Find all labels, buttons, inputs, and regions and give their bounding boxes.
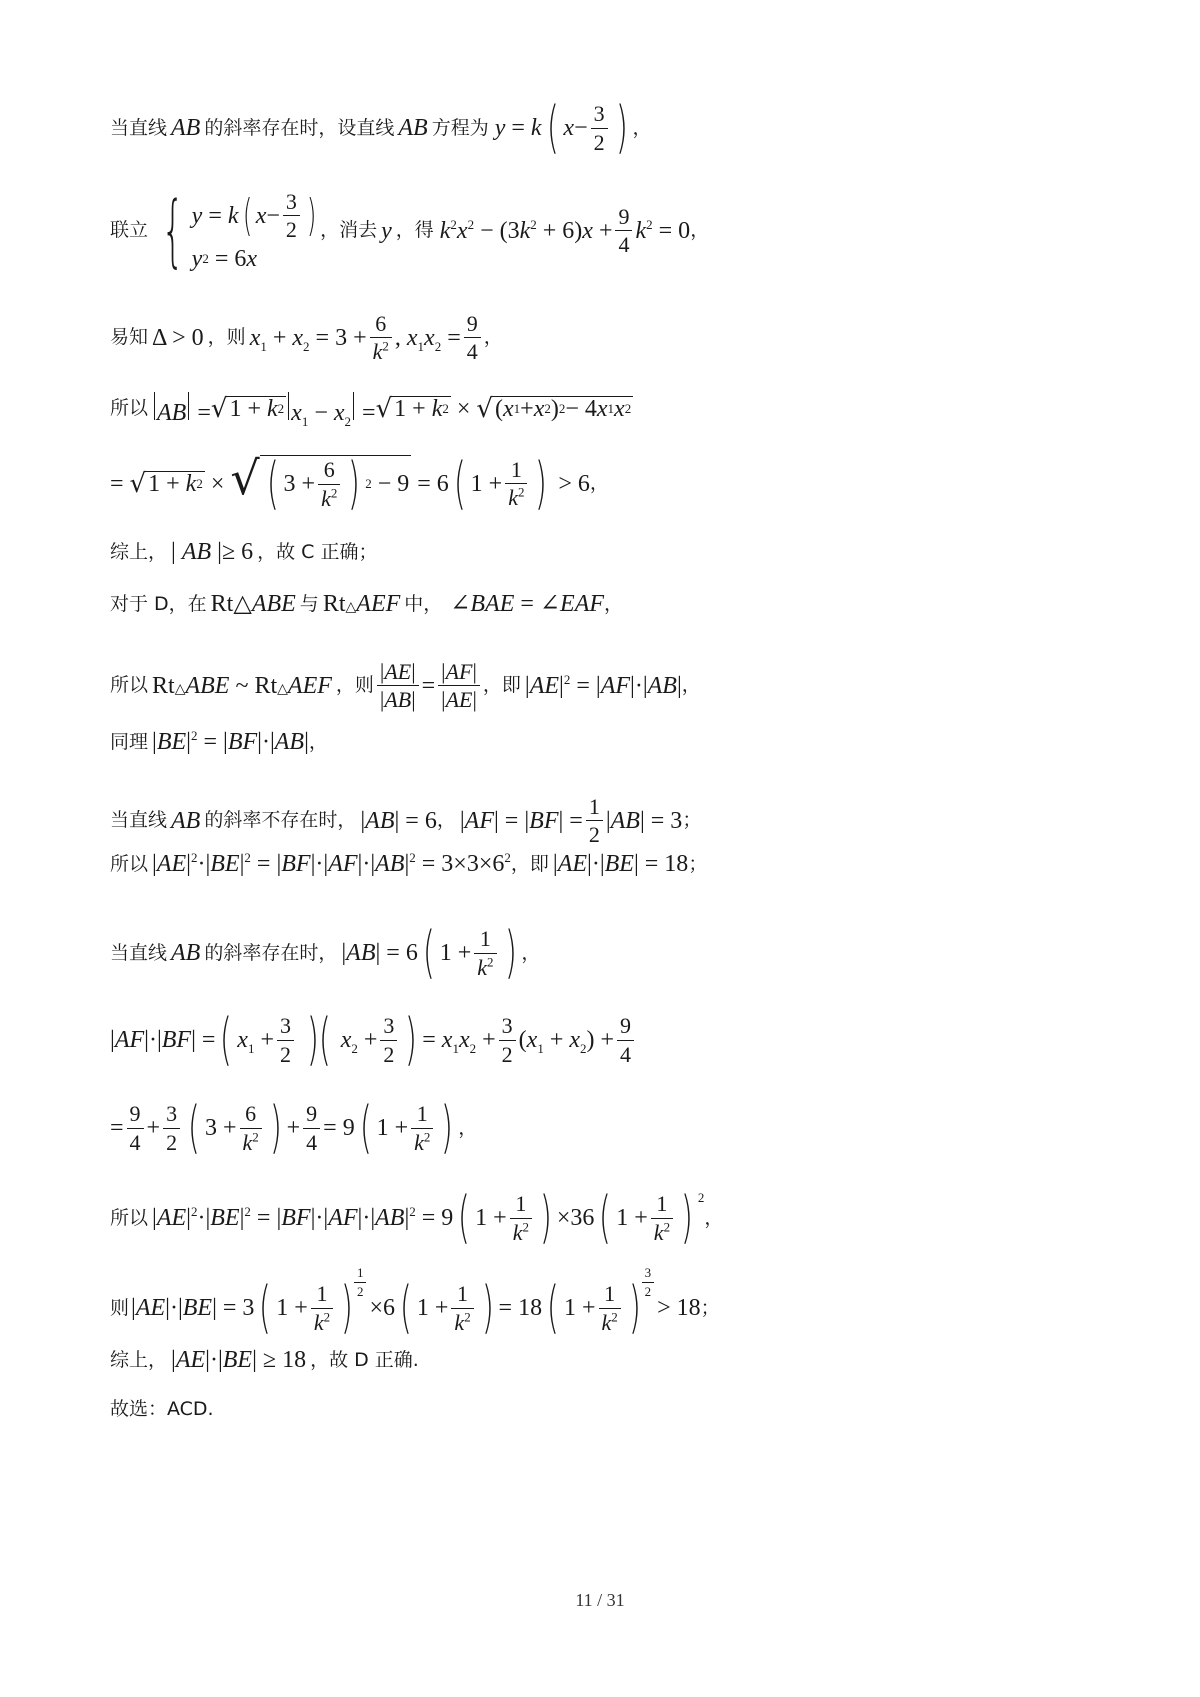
chord-length-formula: AB =: [152, 392, 211, 425]
quadratic-equation: $k^2x^2 - (3k^2 + 6)x$ +: [439, 216, 613, 244]
solution-line-8: 所以 Rt△ABE ~ Rt△AEF ，则 $\frac{|AE|}{|AB|}$ = $\frac{|AF|}{|AE|}$ ，即 $|AE|^2 = |AF|\cdot|AB|$ ，: [110, 659, 701, 713]
solution-line-4: 所以 AB = √ 1 + k 2 $x_1 - x_2$ = √ 1 + k 2 × √ ( x 1 + x 2 ) 2 − 4 x 1 x 2: [110, 393, 632, 429]
solution-line-9: 同理 $|BE|^2 = |BF|\cdot|AB|$ ，: [110, 728, 328, 755]
solution-line-14: = $\frac{9}{4}$ + $\frac{3}{2}$ ( 3 + $\frac{6}{k^2}$ ) + $\frac{9}{4}$ = 9 ( 1 + $\frac{1}{k^2}$ ) ，: [110, 1095, 478, 1160]
solution-line-7: 对于 D，在 Rt△ABE 与 Rt△AEF 中， ∠BAE = ∠EAF ，: [110, 591, 624, 617]
page-number: 11 / 31: [575, 1590, 625, 1610]
solution-line-16: 则 |AE|·|BE| = 3 ( 1 + $\frac{1}{k^2}$ ) $\frac{1}{2}$ ×6 ( 1 + $\frac{1}{k^2}$ ) = 18 ( 1 + $\frac{1}{k^2}$ ) $\frac{3}{2}$ > 18 ；: [110, 1264, 720, 1340]
solution-line-15: 所以 $|AE|^2\cdot|BE|^2 = |BF|\cdot|AF|\cdot|AB|^2 = 9$ ( 1 + $\frac{1}{k^2}$ ) ×36 ( 1 + $\frac{1}{k^2}$ ) $^2$ ，: [110, 1185, 724, 1250]
vieta-product: , $x_1x_2$ =: [394, 324, 461, 354]
solution-line-6: 综上， | AB |≥ 6 ，故 C 正确；: [110, 539, 378, 565]
equation-system: { y = k ( x − $\frac{3}{2}$ ) y 2 = 6 x: [161, 185, 317, 276]
solution-line-1: 当直线 AB 的斜率存在时，设直线 AB 方程为 y = k ( x − $\frac{3}{2}$ ) ，: [110, 95, 652, 160]
solution-line-2: 联立 { y = k ( x − $\frac{3}{2}$ ) y 2 = 6 x ，消去 y ，得 $k^2x^2 - (3k^2 + 6)x$ + $\frac{9}{4}$ $k^2 = 0$ ，: [110, 185, 710, 276]
solution-line-18: 故选：ACD.: [110, 1398, 214, 1420]
solution-line-5: = √ 1 + k 2 × √ ( 3 + $\frac{6}{k^2}$ ) 2 − 9 = 6 ( 1 + $\frac{1}{k^2}$ ) > 6 ，: [110, 450, 609, 516]
solution-line-11: 所以 $|AE|^2\cdot|BE|^2 = |BF|\cdot|AF|\cdot|AB|^2 = 3\times 3\times 6^2$ ，即 |AE|·|BE| = 18 ；: [110, 850, 708, 877]
solution-line-17: 综上， |AE|·|BE| ≥ 18 ，故 D 正确.: [110, 1347, 419, 1373]
vieta-sum: $x_1 + x_2 = 3$ +: [249, 324, 367, 354]
solution-line-3: 易知 Δ > 0 ，则 $x_1 + x_2 = 3$ + $\frac{6}{k^2}$ , $x_1x_2$ = $\frac{9}{4}$ ，: [110, 311, 503, 365]
solution-line-13: |AF|·|BF| = ( $x_1$ + $\frac{3}{2}$ )( $x_2$ + $\frac{3}{2}$ ) = $x_1x_2$ + $\frac{3}{2}$ $(x_1 + x_2)$ + $\frac{9}{4}$: [110, 1012, 637, 1068]
solution-line-10: 当直线 AB 的斜率不存在时， |AB| = 6 ， |AF| = |BF| = $\frac{1}{2}$ |AB| = 3 ；: [110, 794, 702, 848]
line-equation: y = k: [494, 115, 542, 141]
solution-line-12: 当直线 AB 的斜率存在时， |AB| = 6 ( 1 + $\frac{1}{k^2}$ ) ，: [110, 920, 541, 985]
fraction: $\frac{3}{2}$: [591, 102, 608, 153]
